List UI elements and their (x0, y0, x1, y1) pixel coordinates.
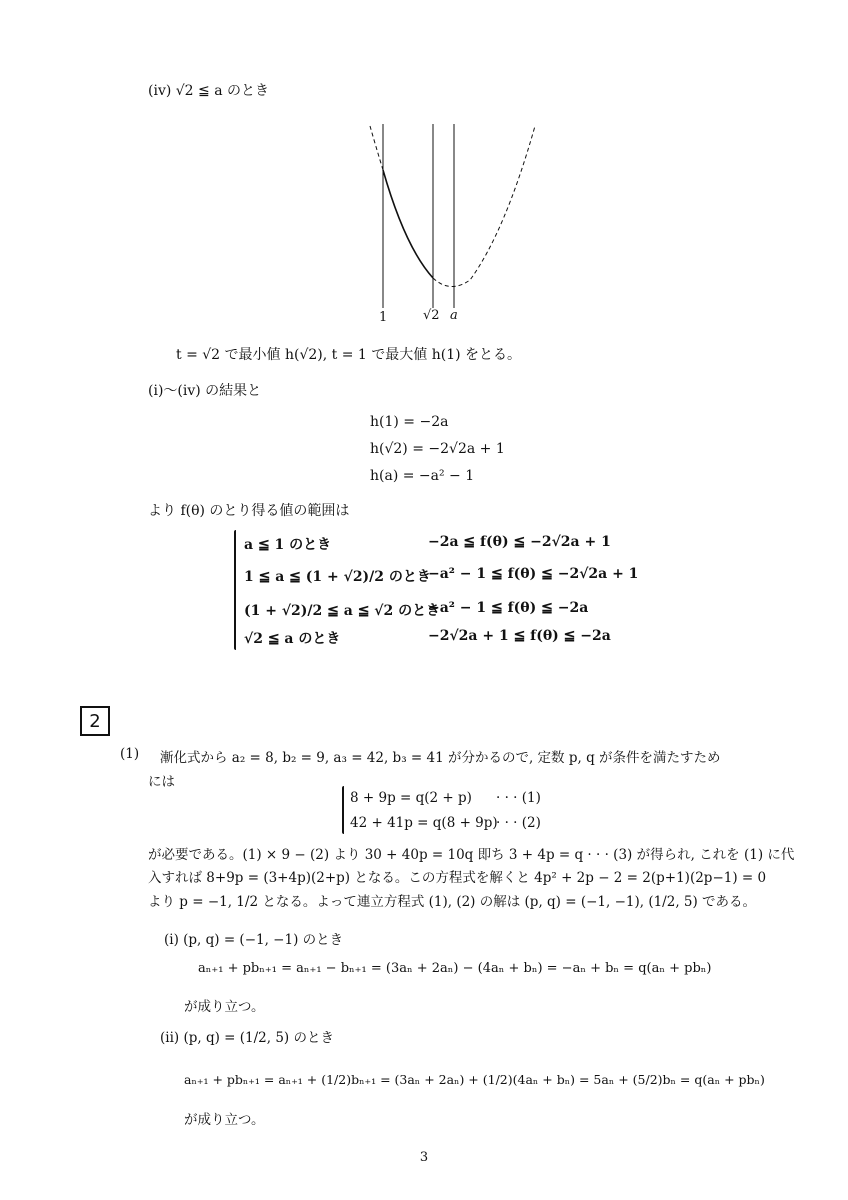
range-cond-4: √2 ≦ a のとき (244, 631, 341, 647)
range-intro: より f(θ) のとり得る値の範囲は (148, 503, 350, 519)
range-cond-3: (1 + √2)/2 ≦ a ≦ √2 のとき (244, 603, 441, 619)
graph-label-1: 1 (379, 310, 388, 325)
conclusion-iv: t = √2 で最小値 h(√2), t = 1 で最大値 h(1) をとる。 (176, 347, 522, 363)
system-brace (342, 786, 344, 834)
range-cond-1: a ≦ 1 のとき (244, 537, 332, 553)
graph-label-sqrt2: √2 (423, 308, 440, 323)
part1-line1: 漸化式から a₂ = 8, b₂ = 9, a₃ = 42, b₃ = 41 が分かるので, 定数 p, q が条件を満たすため (160, 750, 721, 766)
range-result-4: −2√2a + 1 ≦ f(θ) ≦ −2a (428, 628, 611, 644)
range-cond-2: 1 ≦ a ≦ (1 + √2)/2 のとき (244, 569, 431, 585)
part1-label: (1) (120, 746, 140, 762)
system-eq-2: 42 + 41p = q(8 + 9p) (350, 815, 498, 831)
part1-line2: には (148, 774, 175, 790)
page-number: 3 (419, 1150, 429, 1165)
para-line1: が必要である。(1) × 9 − (2) より 30 + 40p = 10q 即ち 3 + 4p = q · · · (3) が得られ, これを (1) に代 (148, 847, 795, 863)
sub-i-holds: が成り立つ。 (184, 999, 265, 1015)
parabola-right-dashed (433, 126, 535, 287)
h-value-3: h(a) = −a² − 1 (370, 468, 475, 484)
sub-ii-equation: aₙ₊₁ + pbₙ₊₁ = aₙ₊₁ + (1/2)bₙ₊₁ = (3aₙ + 2aₙ) + (1/2)(4aₙ + bₙ) = 5aₙ + (5/2)bₙ = q(aₙ + pbₙ) (184, 1072, 765, 1087)
system-tag-1: · · · (1) (496, 790, 541, 806)
h-value-1: h(1) = −2a (370, 414, 449, 430)
parabola-left-dashed (370, 126, 383, 170)
results-intro: (i)〜(iv) の結果と (148, 383, 262, 399)
para-line3: より p = −1, 1/2 となる。よって連立方程式 (1), (2) の解は (p, q) = (−1, −1), (1/2, 5) である。 (148, 894, 757, 910)
system-eq-1: 8 + 9p = q(2 + p) (350, 790, 472, 806)
range-brace (234, 530, 236, 650)
case-iv-heading: (iv) √2 ≦ a のとき (148, 83, 270, 99)
para-line2: 入すれば 8+9p = (3+4p)(2+p) となる。この方程式を解くと 4p² + 2p − 2 = 2(p+1)(2p−1) = 0 (148, 870, 767, 886)
problem-number-box: 2 (80, 706, 110, 736)
system-tag-2: · · · (2) (496, 815, 541, 831)
parabola-solid (383, 170, 433, 278)
range-result-1: −2a ≦ f(θ) ≦ −2√2a + 1 (428, 534, 611, 550)
sub-i-heading: (i) (p, q) = (−1, −1) のとき (164, 932, 344, 948)
graph-label-a: a (450, 308, 458, 323)
range-result-3: −a² − 1 ≦ f(θ) ≦ −2a (428, 600, 589, 616)
sub-ii-heading: (ii) (p, q) = (1/2, 5) のとき (160, 1030, 334, 1046)
h-value-2: h(√2) = −2√2a + 1 (370, 441, 505, 457)
range-result-2: −a² − 1 ≦ f(θ) ≦ −2√2a + 1 (428, 566, 639, 582)
sub-ii-holds: が成り立つ。 (184, 1112, 265, 1128)
sub-i-equation: aₙ₊₁ + pbₙ₊₁ = aₙ₊₁ − bₙ₊₁ = (3aₙ + 2aₙ) − (4aₙ + bₙ) = −aₙ + bₙ = q(aₙ + pbₙ) (198, 961, 712, 976)
h-values (370, 414, 570, 495)
parabola-graph (340, 112, 560, 332)
